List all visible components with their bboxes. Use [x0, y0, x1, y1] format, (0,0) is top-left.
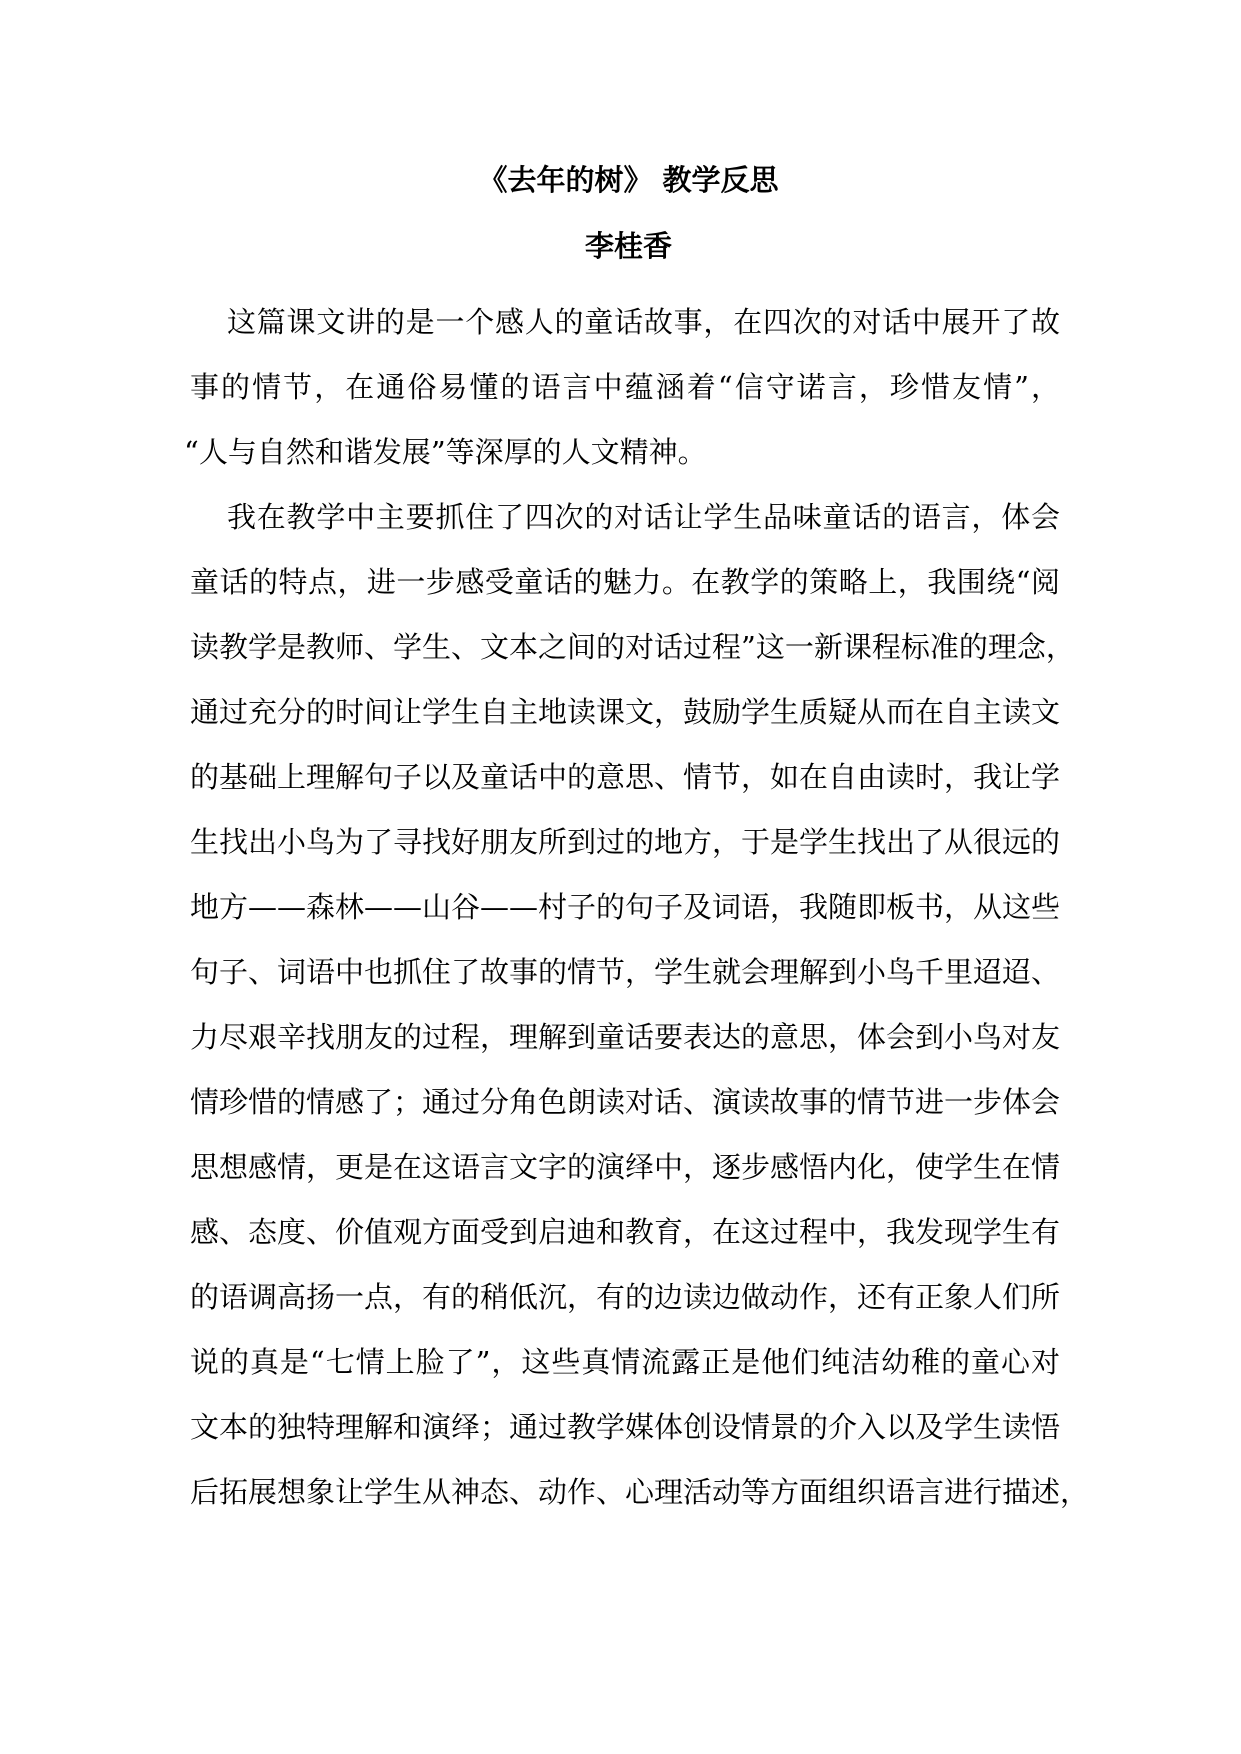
text-line: 地方——森林——山谷——村子的句子及词语，我随即板书，从这些: [190, 890, 1061, 924]
author-name: 李桂香: [584, 229, 672, 263]
text-line: 句子、词语中也抓住了故事的情节，学生就会理解到小鸟千里迢迢、: [190, 955, 1061, 989]
text-line: 情珍惜的情感了；通过分角色朗读对话、演读故事的情节进一步体会: [190, 1085, 1061, 1119]
text-line: 读教学是教师、学生、文本之间的对话过程”这一新课程标准的理念，: [190, 630, 1075, 664]
text-line: 感、态度、价值观方面受到启迪和教育，在这过程中，我发现学生有: [190, 1215, 1061, 1249]
document-body: [184, 290, 1090, 1525]
text-line: “人与自然和谐发展”等深厚的人文精神。: [184, 435, 707, 469]
text-line: 的基础上理解句子以及童话中的意思、情节，如在自由读时，我让学: [190, 760, 1061, 794]
text-line: 力尽艰辛找朋友的过程，理解到童话要表达的意思，体会到小鸟对友: [190, 1020, 1061, 1054]
text-line: 后拓展想象让学生从神态、动作、心理活动等方面组织语言进行描述，: [190, 1475, 1090, 1509]
text-line: 这篇课文讲的是一个感人的童话故事，在四次的对话中展开了故: [227, 305, 1060, 339]
text-line: 事的情节，在通俗易懂的语言中蕴涵着“信守诺言，珍惜友情”，: [190, 370, 1060, 404]
text-line: 童话的特点，进一步感受童话的魅力。在教学的策略上，我围绕“阅: [190, 565, 1060, 599]
text-line: 生找出小鸟为了寻找好朋友所到过的地方，于是学生找出了从很远的: [190, 825, 1061, 859]
text-line: 文本的独特理解和演绎；通过教学媒体创设情景的介入以及学生读悟: [190, 1410, 1061, 1444]
text-line: 思想感情，更是在这语言文字的演绎中，逐步感悟内化，使学生在情: [190, 1150, 1061, 1184]
paragraph-2: [190, 485, 1090, 1525]
text-line: 说的真是“七情上脸了”，这些真情流露正是他们纯洁幼稚的童心对: [190, 1345, 1060, 1379]
page-title: 《去年的树》 教学反思: [478, 163, 779, 197]
paragraph-1: [184, 290, 1060, 485]
text-line: 通过充分的时间让学生自主地读课文，鼓励学生质疑从而在自主读文: [190, 695, 1061, 729]
text-line: 的语调高扬一点，有的稍低沉，有的边读边做动作，还有正象人们所: [190, 1280, 1061, 1314]
text-line: 我在教学中主要抓住了四次的对话让学生品味童话的语言，体会: [227, 500, 1060, 534]
